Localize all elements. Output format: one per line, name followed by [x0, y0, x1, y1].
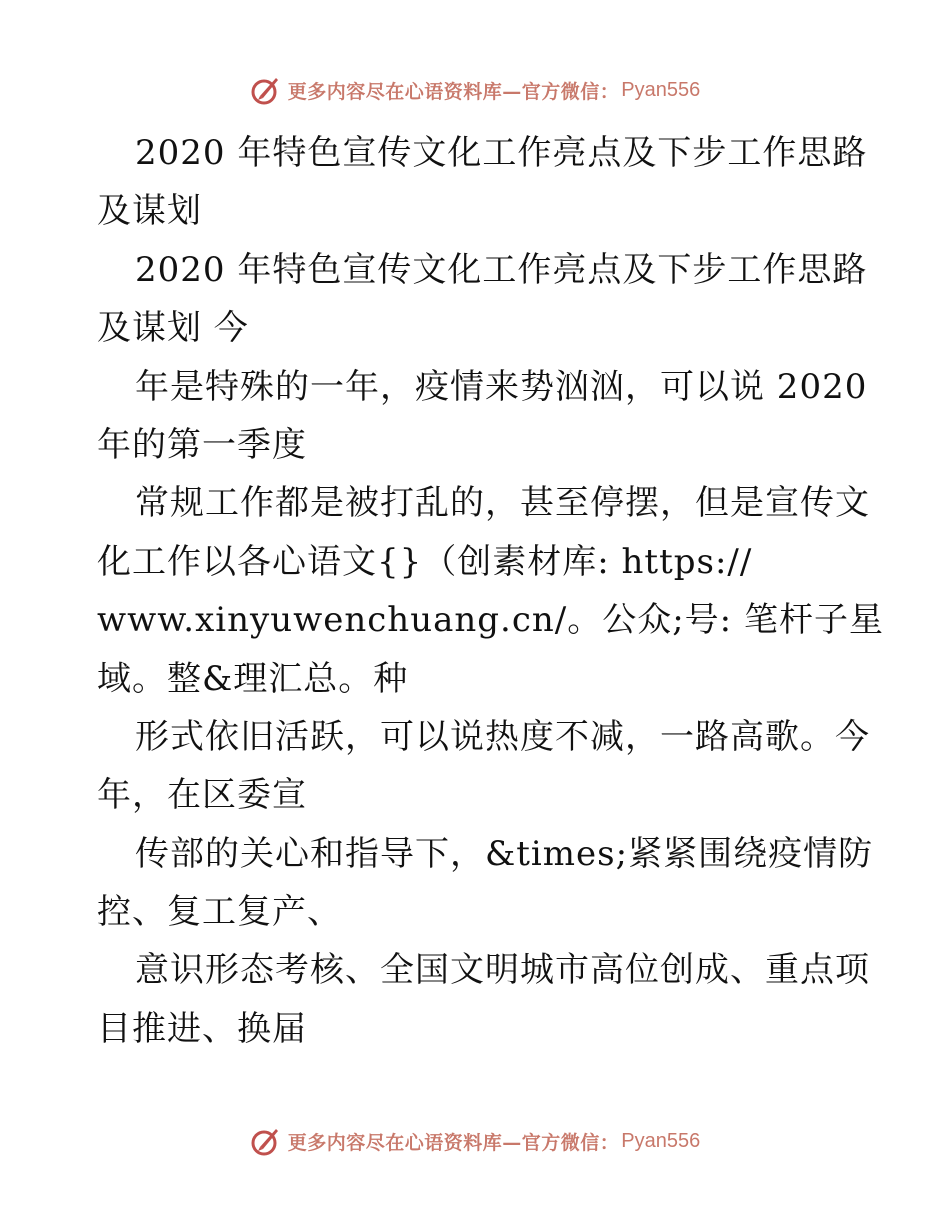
- paragraph-line: 化工作以各心语文{}（创素材库: https://: [97, 541, 753, 582]
- footer-banner: [0, 1121, 950, 1161]
- paragraph-line: 及谋划 今: [97, 308, 249, 349]
- paragraph-line: 意识形态考核、全国文明城市高位创成、重点项: [135, 950, 870, 991]
- paragraph-line: 年的第一季度: [97, 424, 307, 465]
- paragraph-line: 2020 年特色宣传文化工作亮点及下步工作思路: [135, 249, 868, 290]
- paragraph-line-url: www.xinyuwenchuang.cn/。公众;号: 笔杆子星: [97, 600, 884, 641]
- footer-banner-text: 更多内容尽在心语资料库—官方微信：: [287, 1131, 620, 1154]
- title-line-1: 2020 年特色宣传文化工作亮点及下步工作思路: [135, 133, 868, 173]
- paragraph-line: 控、复工复产、: [97, 892, 342, 933]
- quill-pen-circle-icon: [250, 74, 282, 106]
- quill-pen-circle-icon: [250, 1125, 282, 1157]
- paragraph-line: 传部的关心和指导下，&times;紧紧围绕疫情防: [135, 833, 874, 874]
- header-banner-text: 更多内容尽在心语资料库—官方微信：: [287, 80, 620, 103]
- paragraph-line: 域。整&理汇总。种: [97, 658, 409, 699]
- header-wechat-id: Pyan556: [621, 78, 701, 101]
- document-body: [97, 124, 884, 1058]
- paragraph-line: 形式依旧活跃，可以说热度不减，一路高歌。今: [135, 716, 870, 757]
- paragraph-line: 常规工作都是被打乱的，甚至停摆，但是宣传文: [135, 483, 870, 524]
- header-banner: [0, 70, 950, 110]
- paragraph-line: 年是特殊的一年，疫情来势汹汹，可以说 2020: [135, 366, 868, 407]
- footer-wechat-id: Pyan556: [621, 1129, 701, 1152]
- title-line-2: 及谋划: [97, 191, 202, 232]
- paragraph-line: 年，在区委宣: [97, 775, 307, 816]
- paragraph-line: 目推进、换届: [97, 1008, 307, 1049]
